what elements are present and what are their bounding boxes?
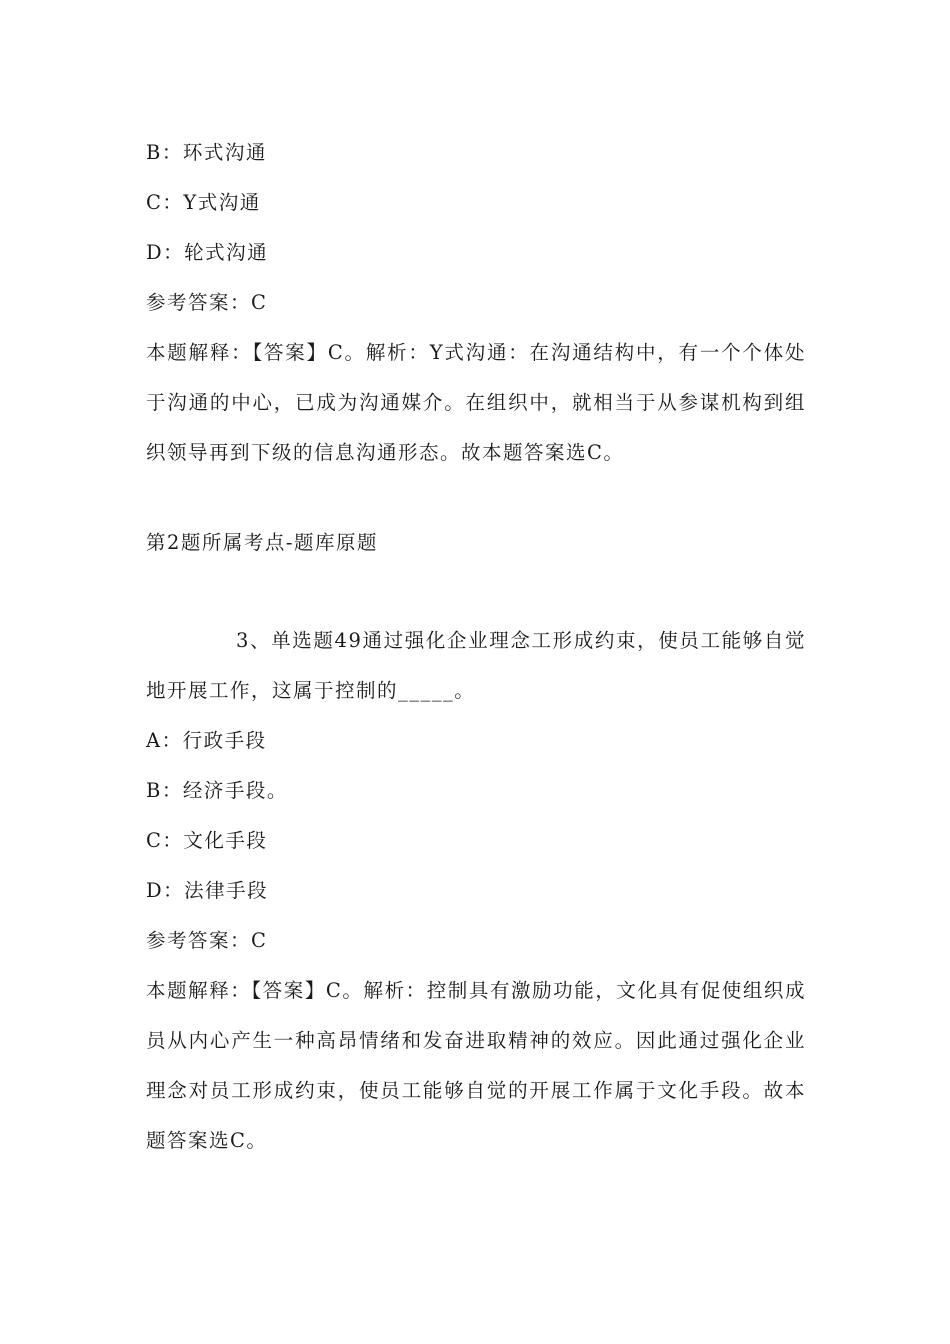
document-page bbox=[146, 128, 806, 1166]
q3-option-c: C：文化手段 bbox=[146, 829, 268, 852]
q2-knowledge-point: 第2题所属考点-题库原题 bbox=[146, 531, 378, 554]
q3-option-d: D：法律手段 bbox=[146, 879, 269, 902]
q1-explanation: 本题解释：【答案】C。解析：Y式沟通：在沟通结构中，有一个个体处于沟通的中心，已成为沟通媒介。在组织中，就相当于从参谋机构到组织领导再到下级的信息沟通形态。故本题答案选C。 bbox=[146, 341, 806, 464]
q3-explanation: 本题解释：【答案】C。解析：控制具有激励功能，文化具有促使组织成员从内心产生一种高昂情绪和发奋进取精神的效应。因此通过强化企业理念对员工形成约束，使员工能够自觉的开展工作属于文化手段。故本题答案选C。 bbox=[146, 979, 806, 1152]
q1-option-d: D：轮式沟通 bbox=[146, 241, 269, 264]
q1-reference-answer: 参考答案：C bbox=[146, 291, 268, 314]
q1-option-c: C：Y式沟通 bbox=[146, 191, 261, 214]
q3-option-a: A：行政手段 bbox=[146, 729, 267, 752]
q3-option-b: B：经济手段。 bbox=[146, 779, 288, 802]
q1-option-b: B：环式沟通 bbox=[146, 141, 267, 164]
q3-reference-answer: 参考答案：C bbox=[146, 929, 268, 952]
q3-question: 3、单选题49通过强化企业理念工形成约束，使员工能够自觉地开展工作，这属于控制的_____。 bbox=[146, 629, 806, 702]
